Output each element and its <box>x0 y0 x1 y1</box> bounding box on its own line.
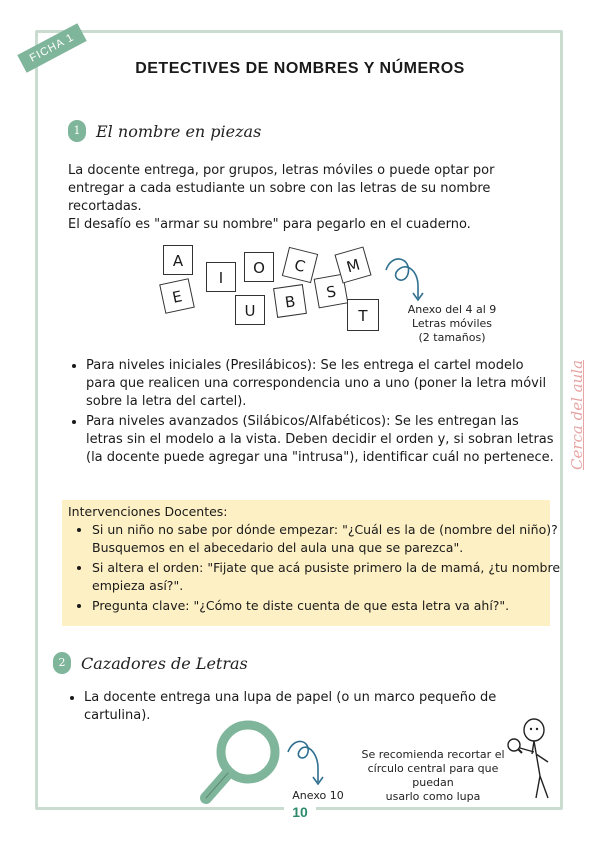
annex-10-arrow-icon <box>286 738 330 790</box>
section-1-number: 1 <box>68 120 86 142</box>
tile-e: E <box>159 278 195 314</box>
section-2-title: Cazadores de Letras <box>81 653 248 673</box>
section-2-number: 2 <box>53 652 71 674</box>
section-1-bullets <box>68 357 556 469</box>
tile-o: O <box>244 252 274 282</box>
tile-u: U <box>235 295 265 325</box>
bullet-presilabicos: • Para niveles iniciales (Presilábicos): Se les entrega el cartel modelo para que realicen una correspondencia uno a uno (poner la letra móvil sobre la letra del cartel). <box>86 357 556 411</box>
annex-10-label: Anexo 10 <box>292 789 344 802</box>
annex-note-1: Anexo del 4 al 9 Letras móviles (2 tamaños) <box>407 303 497 344</box>
section-1-heading <box>68 120 261 142</box>
intro-challenge: El desafío es "armar su nombre" para pegarlo en el cuaderno. <box>68 217 471 232</box>
tile-c: C <box>282 247 318 283</box>
side-brand-watermark: Cerca del aula <box>568 359 586 470</box>
tile-m: M <box>334 246 371 283</box>
interventions-title: Intervenciones Docentes: <box>68 504 228 519</box>
page-title: DETECTIVES DE NOMBRES Y NÚMEROS <box>135 60 465 77</box>
interventions-list <box>68 521 562 617</box>
section-2-bullets <box>66 689 554 727</box>
stick-figure-icon <box>498 718 562 814</box>
magnifier-icon <box>196 716 286 808</box>
annex-arrow-icon <box>384 256 434 306</box>
cut-note: Se recomienda recortar el círculo central para que puedan usarlo como lupa <box>361 748 505 803</box>
intervention-item: • Si un niño no sabe por dónde empezar: "¿Cuál es la de (nombre del niño)? Busquemos en el abecedario del aula una que se parezca". <box>92 521 562 557</box>
bullet-silabicos: • Para niveles avanzados (Silábicos/Alfabéticos): Se les entregan las letras sin el modelo a la vista. Deben decidir el orden y, si sobran letras (la docente puede agregar una "intrusa"), identificar cuál no pertenece. <box>86 413 556 467</box>
intro-paragraph: La docente entrega, por grupos, letras móviles o puede optar por entregar a cada estudiante un sobre con las letras de su nombre recortadas. <box>68 163 495 214</box>
section-1-intro <box>68 162 538 234</box>
tile-t: T <box>347 299 379 331</box>
page-number: 10 <box>0 804 600 820</box>
section-1-title: El nombre en piezas <box>96 121 262 141</box>
tile-s: S <box>314 274 349 309</box>
ficha-tag: FICHA 1 <box>17 23 86 73</box>
tile-b: B <box>273 284 307 318</box>
intervention-item: • Si altera el orden: "Fijate que acá pusiste primero la de mamá, ¿tu nombre empieza así?". <box>92 559 562 595</box>
tile-a: A <box>163 245 193 275</box>
bullet-lupa: • La docente entrega una lupa de papel (o un marco pequeño de cartulina). <box>84 689 554 725</box>
section-2-heading <box>53 652 248 674</box>
tile-i: I <box>206 262 236 292</box>
intervention-item: • Pregunta clave: "¿Cómo te diste cuenta de que esta letra va ahí?". <box>92 597 562 615</box>
